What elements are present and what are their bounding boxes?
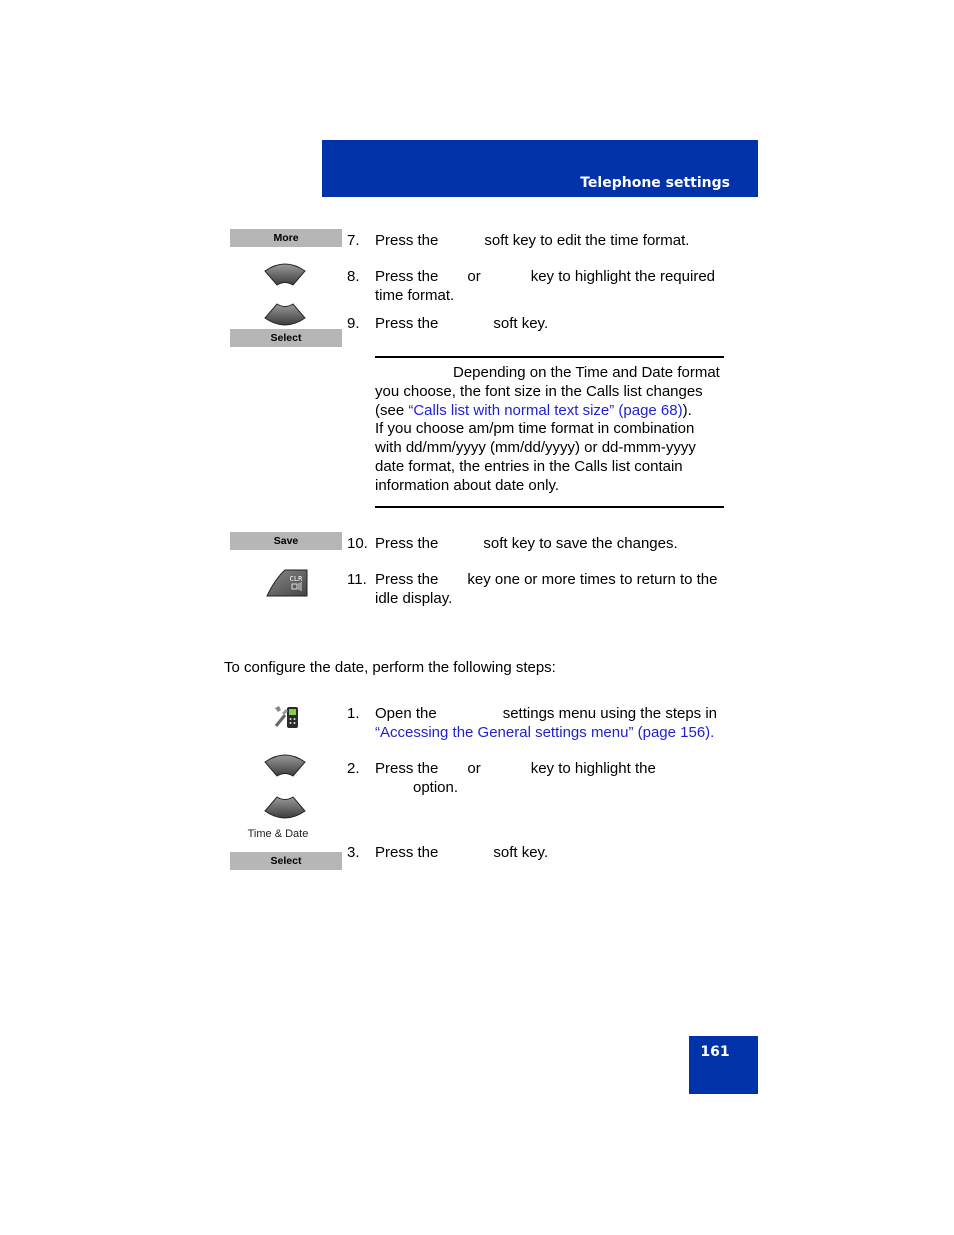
- header-title: Telephone settings: [580, 175, 730, 191]
- step-number: 10.: [347, 535, 368, 552]
- step-text: Open the settings menu using the steps in “Accessing the General settings menu” (page 156).: [375, 705, 718, 741]
- step-number: 2.: [347, 760, 360, 777]
- time-date-caption: Time & Date: [247, 828, 309, 840]
- page-number-box: [689, 1036, 758, 1094]
- clear-key-icon: [265, 567, 309, 597]
- page-number: 161: [700, 1044, 730, 1060]
- svg-text:CLR: CLR: [289, 575, 303, 583]
- step-number: 8.: [347, 268, 360, 285]
- note-bottom-rule: [375, 506, 724, 508]
- header-bar: [322, 140, 758, 197]
- step-number: 11.: [347, 571, 367, 588]
- nav-down-key-icon: [263, 298, 307, 328]
- select-softkey: Select: [230, 329, 342, 347]
- step-text: Press the soft key to edit the time format.: [375, 232, 690, 249]
- step-number: 7.: [347, 232, 360, 249]
- save-softkey: Save: [230, 532, 342, 550]
- calls-list-link[interactable]: “Calls list with normal text size” (page 68): [408, 401, 683, 419]
- note-text: Depending on the Time and Date format you choose, the font size in the Calls list changes (see “Calls list with normal text size” (page 68)). If you choose am/pm time format in combination with dd/mm/yyyy (mm/dd/yyyy) or dd-mmm-yyyy date format, the entries in the Calls list contain information about date only.: [375, 364, 720, 494]
- nav-up-key-icon: [263, 261, 307, 291]
- step-text: Press the soft key.: [375, 844, 549, 861]
- step-number: 1.: [347, 705, 360, 722]
- nav-up-key-icon: [263, 752, 307, 782]
- step-number: 3.: [347, 844, 360, 861]
- step-text: Press the or key to highlight the option.: [375, 760, 656, 796]
- step-text: Press the soft key to save the changes.: [375, 535, 678, 552]
- more-softkey: More: [230, 229, 342, 247]
- step-number: 9.: [347, 315, 360, 332]
- step-text: Press the key one or more times to return to the idle display.: [375, 571, 718, 607]
- select-softkey: Select: [230, 852, 342, 870]
- step-text: Press the soft key.: [375, 315, 549, 332]
- nav-down-key-icon: [263, 791, 307, 821]
- step-text: Press the or key to highlight the required time format.: [375, 268, 716, 304]
- general-settings-link[interactable]: “Accessing the General settings menu” (page 156).: [375, 724, 715, 741]
- settings-tools-icon: [273, 704, 301, 730]
- note-top-rule: [375, 356, 724, 358]
- intro-text: To configure the date, perform the following steps:: [224, 659, 556, 676]
